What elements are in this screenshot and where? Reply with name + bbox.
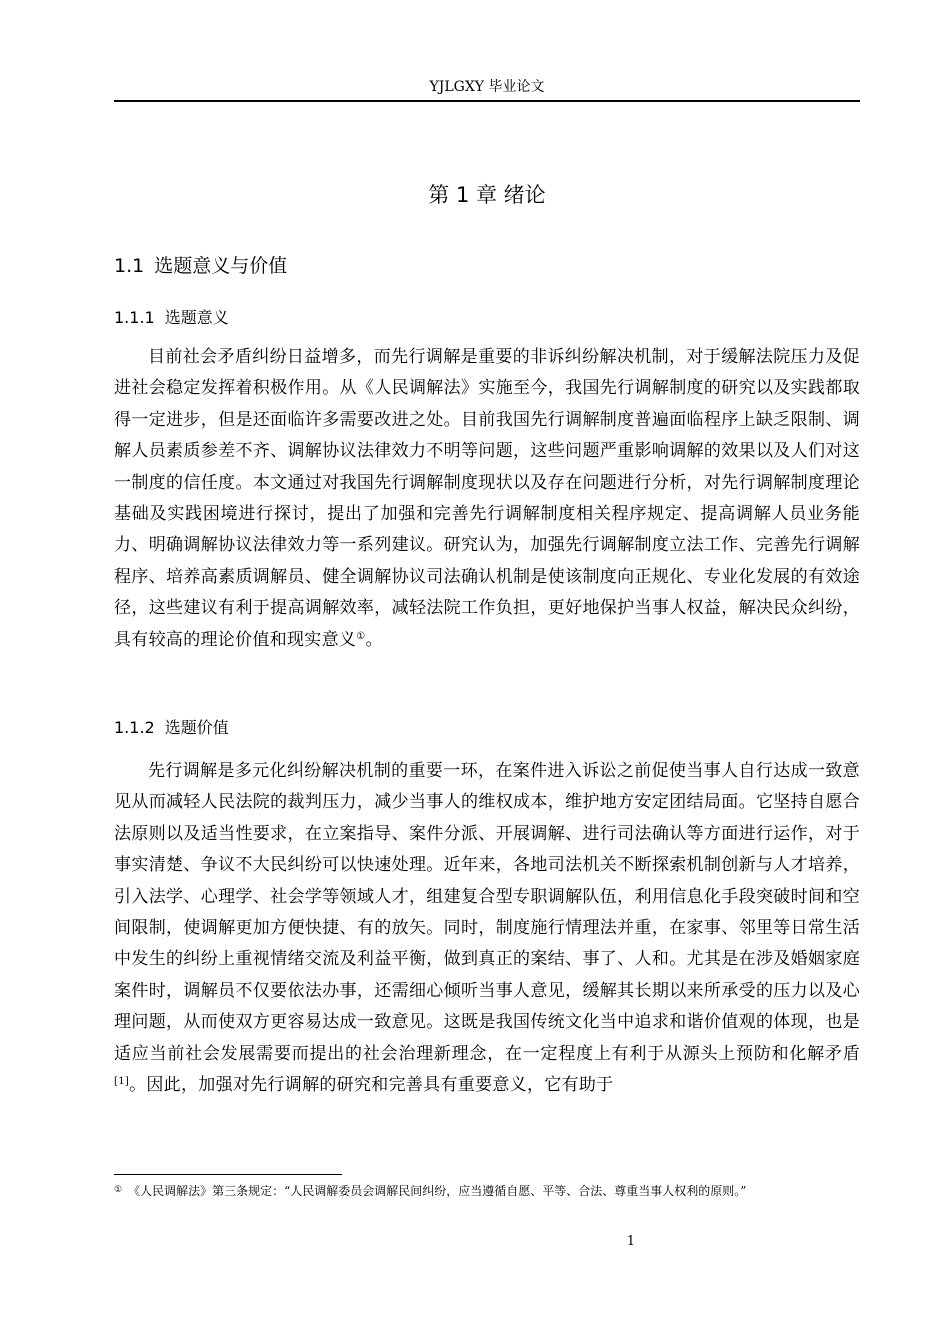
footnote-mark: ① [114,1185,123,1195]
subsection-number: 1.1.1 [114,308,155,327]
subsection-number: 1.1.2 [114,718,155,737]
footnote [114,1182,860,1200]
subsection-title: 选题意义 [164,308,229,327]
subsection-heading-significance [114,306,229,330]
footnote-reference[interactable]: ① [356,630,366,642]
footnote-text: 《人民调解法》第三条规定：“人民调解委员会调解民间纠纷，应当遵循自愿、平等、合法、尊重当事人权利的原则。” [128,1184,747,1198]
section-heading [114,252,287,280]
section-title: 选题意义与价值 [154,255,288,277]
paragraph-text: 目前社会矛盾纠纷日益增多，而先行调解是重要的非诉纠纷解决机制，对于缓解法院压力及促进社会稳定发挥着积极作用。从《人民调解法》实施至今，我国先行调解制度的研究以及实践都取得一定进步，但是还面临许多需要改进之处。目前我国先行调解制度普遍面临程序上缺乏限制、调解人员素质参差不齐、调解协议法律效力不明等问题，这些问题严重影响调解的效果以及人们对这一制度的信任度。本文通过对我国先行调解制度现状以及存在问题进行分析，对先行调解制度理论基础及实践困境进行探讨，提出了加强和完善先行调解制度相关程序规定、提高调解人员业务能力、明确调解协议法律效力等一系列建议。研究认为，加强先行调解制度立法工作、完善先行调解程序、培养高素质调解员、健全调解协议司法确认机制是使该制度向正规化、专业化发展的有效途径，这些建议有利于提高调解效率，减轻法院工作负担，更好地保护当事人权益，解决民众纠纷，具有较高的理论价值和现实意义 [114,347,860,650]
paragraph-text-end: 。 [365,629,383,650]
paragraph-text: 先行调解是多元化纠纷解决机制的重要一环，在案件进入诉讼之前促使当事人自行达成一致意见从而减轻人民法院的裁判压力，减少当事人的维权成本，维护地方安定团结局面。它坚持自愿合法原则以及适当性要求，在立案指导、案件分派、开展调解、进行司法确认等方面进行运作，对于事实清楚、争议不大民纠纷可以快速处理。近年来，各地司法机关不断探索机制创新与人才培养，引入法学、心理学、社会学等领域人才，组建复合型专职调解队伍，利用信息化手段突破时间和空间限制，使调解更加方便快捷、有的放矢。同时，制度施行情理法并重，在家事、邻里等日常生活中发生的纠纷上重视情绪交流及利益平衡，做到真正的案结、事了、人和。尤其是在涉及婚姻家庭案件时，调解员不仅要依法办事，还需细心倾听当事人意见，缓解其长期以来所承受的压力以及心理问题，从而使双方更容易达成一致意见。这既是我国传统文化当中追求和谐价值观的体现，也是适应当前社会发展需要而提出的社会治理新理念，在一定程度上有利于从源头上预防和化解矛盾 [114,761,860,1064]
subsection-title: 选题价值 [164,718,229,737]
section-number: 1.1 [114,255,145,277]
chapter-title: 第 1 章 绪论 [428,183,546,207]
body-paragraph-value [114,756,860,1101]
citation-reference[interactable]: [1] [114,1076,130,1088]
running-header: YJLGXY 毕业论文 [429,79,545,95]
footnote-separator [114,1174,342,1175]
body-paragraph-significance [114,342,860,656]
subsection-heading-value [114,716,229,740]
paragraph-text-end: 。因此，加强对先行调解的研究和完善具有重要意义，它有助于 [129,1075,614,1096]
page-number: 1 [626,1234,635,1249]
header-rule [114,100,860,102]
